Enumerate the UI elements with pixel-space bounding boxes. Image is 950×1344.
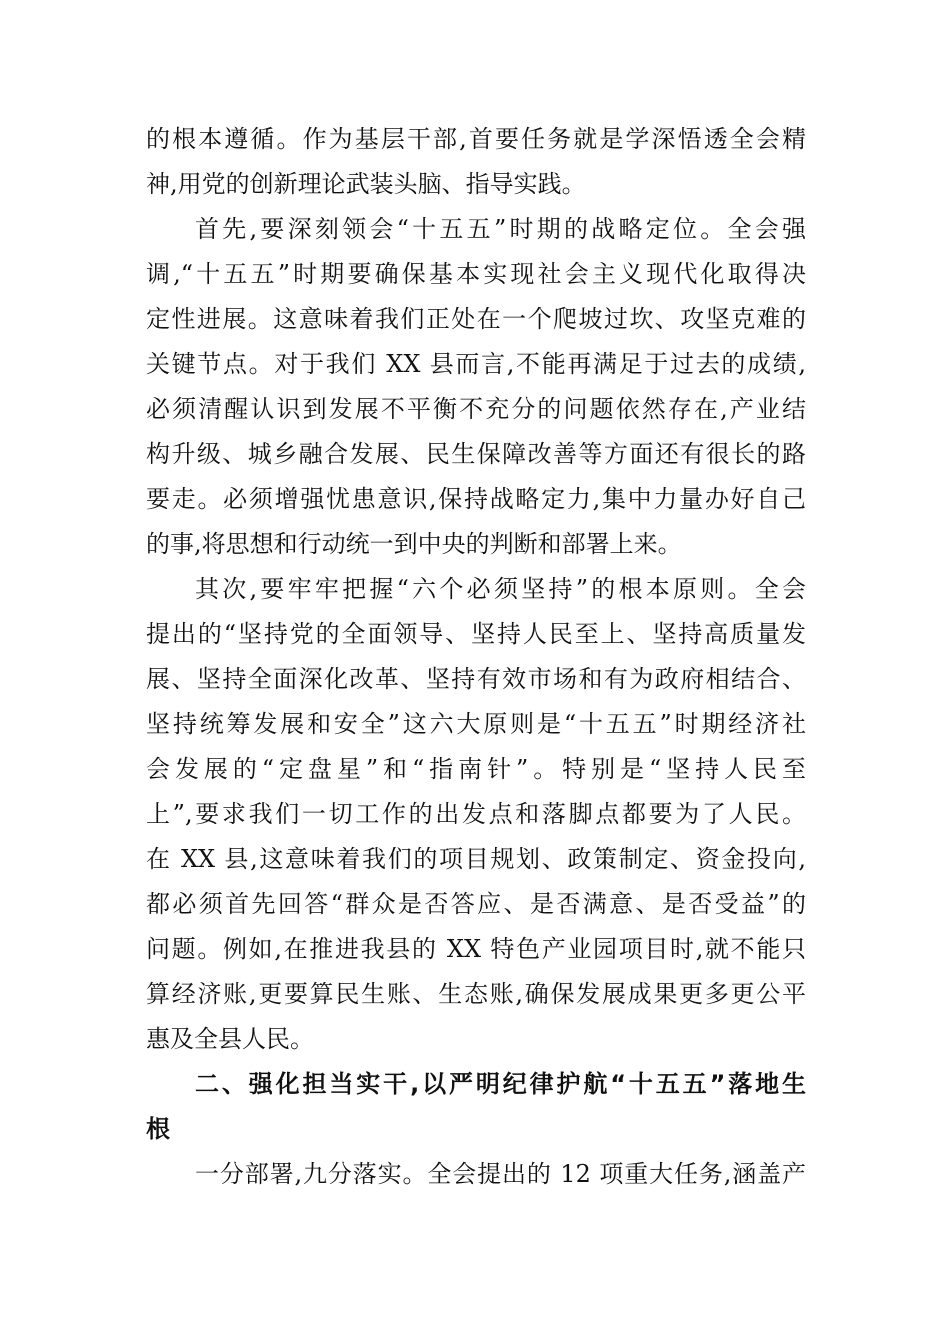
paragraph-line: 关键节点。对于我们 XX 县而言,不能再满足于过去的成绩, [146,350,806,378]
paragraph-line: 首先,要深刻领会“十五五”时期的战略定位。全会强 [195,215,806,243]
paragraph-line: 的事,将思想和行动统一到中央的判断和部署上来。 [146,530,682,558]
section-heading: 根 [146,1115,170,1143]
paragraph-line: 调,“十五五”时期要确保基本实现社会主义现代化取得决 [146,260,806,288]
paragraph-line: 要走。必须增强忧患意识,保持战略定力,集中力量办好自己 [146,485,806,513]
paragraph-line: 一分部署,九分落实。全会提出的 12 项重大任务,涵盖产 [195,1160,806,1188]
paragraph-line: 在 XX 县,这意味着我们的项目规划、政策制定、资金投向, [146,845,806,873]
paragraph-line: 算经济账,更要算民生账、生态账,确保发展成果更多更公平 [146,980,806,1008]
paragraph-line: 展、坚持全面深化改革、坚持有效市场和有为政府相结合、 [146,665,806,693]
paragraph-line: 必须清醒认识到发展不平衡不充分的问题依然存在,产业结 [146,395,806,423]
paragraph-line: 都必须首先回答“群众是否答应、是否满意、是否受益”的 [146,890,806,918]
paragraph-line: 其次,要牢牢把握“六个必须坚持”的根本原则。全会 [195,575,806,603]
section-heading: 二、强化担当实干,以严明纪律护航“十五五”落地生 [195,1070,806,1098]
paragraph-line: 坚持统筹发展和安全”这六大原则是“十五五”时期经济社 [146,710,806,738]
paragraph-line: 会发展的“定盘星”和“指南针”。特别是“坚持人民至 [146,755,806,783]
paragraph-line: 定性进展。这意味着我们正处在一个爬坡过坎、攻坚克难的 [146,305,806,333]
paragraph-line: 的根本遵循。作为基层干部,首要任务就是学深悟透全会精 [146,125,806,153]
paragraph-line: 上”,要求我们一切工作的出发点和落脚点都要为了人民。 [146,800,806,828]
paragraph-line: 构升级、城乡融合发展、民生保障改善等方面还有很长的路 [146,440,806,468]
paragraph-line: 惠及全县人民。 [146,1025,314,1053]
paragraph-line: 问题。例如,在推进我县的 XX 特色产业园项目时,就不能只 [146,935,806,963]
paragraph-line: 提出的“坚持党的全面领导、坚持人民至上、坚持高质量发 [146,620,806,648]
paragraph-line: 神,用党的创新理论武装头脑、指导实践。 [146,170,586,198]
